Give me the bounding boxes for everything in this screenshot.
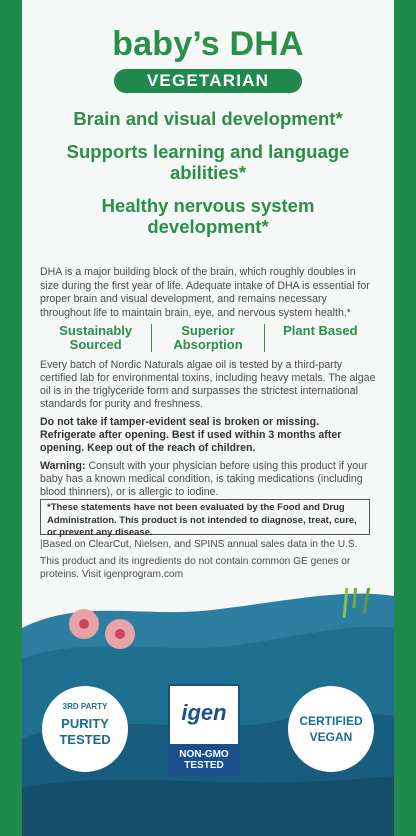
product-title: baby’s DHA <box>112 25 304 63</box>
sales-footnote: |Based on ClearCut, Nielsen, and SPINS annual sales data in the U.S. <box>40 539 358 550</box>
purity-tested-badge <box>42 686 128 772</box>
vegan-line2: VEGAN <box>309 730 353 744</box>
feature-superior-absorption: Superior Absorption <box>151 324 263 352</box>
fda-disclaimer: *These statements have not been evaluated by the Food and Drug Administration. This product is not intended to diagnose, treat, cure, or prevent any disease. <box>40 499 370 535</box>
certified-vegan-badge <box>288 686 374 772</box>
warning-paragraph <box>40 460 376 499</box>
vegan-line1: CERTIFIED <box>299 714 363 728</box>
igen-line1: NON-GMO <box>179 749 229 760</box>
vegetarian-badge: VEGETARIAN <box>114 69 302 93</box>
left-green-band <box>0 0 22 836</box>
benefits-list <box>40 108 376 249</box>
testing-paragraph: Every batch of Nordic Naturals algae oil is tested by a third-party certified lab for environmental toxins, including heavy metals. The algae oil is in the triglyceride form and surpasses the strictest international standards for purity and freshness. <box>40 359 376 410</box>
storage-instructions: Do not take if tamper-evident seal is broken or missing. Refrigerate after opening. Best if used within 3 months after opening. Keep out of the reach of children. <box>40 416 342 454</box>
feature-plant-based: Plant Based <box>264 324 376 352</box>
benefit-learning: Supports learning and language abilities* <box>66 141 350 183</box>
benefit-nervous-system: Healthy nervous system development* <box>101 195 315 237</box>
ge-statement: This product and its ingredients do not contain common GE genes or proteins. Visit igenprogram.com <box>40 556 351 580</box>
purity-line1: PURITY <box>61 716 109 731</box>
warning-label: Warning: <box>40 460 86 472</box>
right-green-band <box>394 0 416 836</box>
warning-text: Consult with your physician before using this product if your baby has a known medical condition, is taking medications (including blood thinners), or is allergic to iodine. <box>40 460 368 498</box>
dha-description: DHA is a major building block of the brain, which roughly doubles in size during the first year of life. Adequate intake of DHA is essential for proper brain and visual development, and remains necessary throughout life to maintain brain, eye, and nervous system health.* <box>40 266 370 319</box>
igen-non-gmo-badge <box>168 684 240 776</box>
igen-line2: TESTED <box>184 760 224 771</box>
features-row <box>40 324 376 352</box>
igen-logo: igen <box>181 700 227 725</box>
purity-top-text: 3RD PARTY <box>62 702 108 711</box>
feature-sustainably-sourced: Sustainably Sourced <box>59 323 133 352</box>
purity-line2: TESTED <box>59 732 111 747</box>
benefit-brain: Brain and visual development* <box>73 108 343 129</box>
